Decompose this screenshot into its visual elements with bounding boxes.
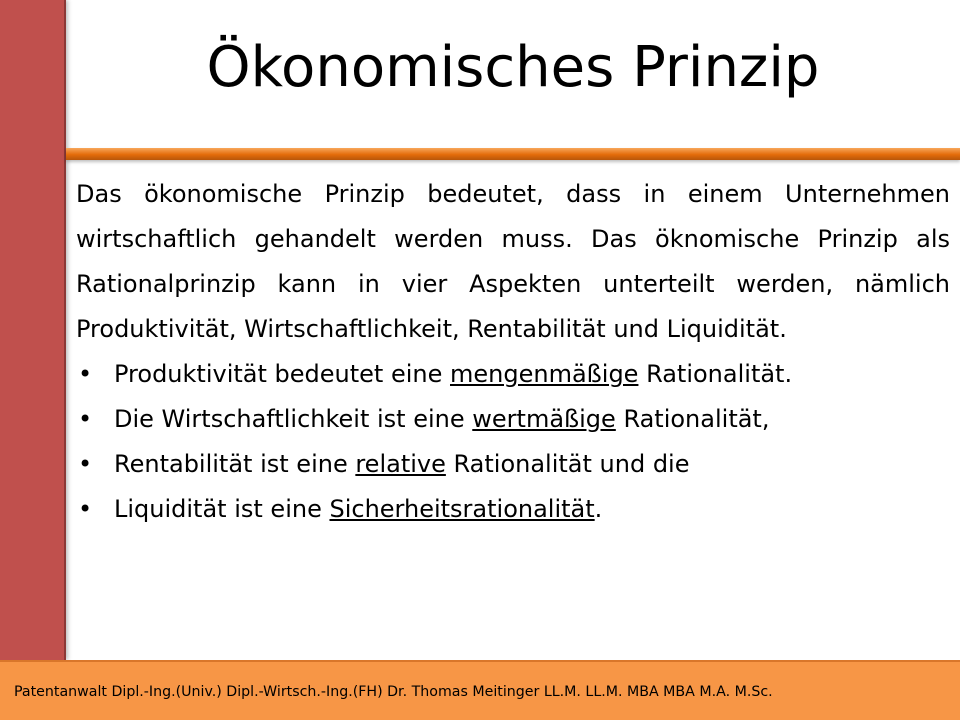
bullet-icon: • — [78, 450, 93, 478]
bullet-text-end: Rationalität, — [615, 405, 770, 433]
bullet-list — [76, 352, 950, 532]
bullet-text: Die Wirtschaftlichkeit ist eine — [114, 405, 473, 433]
bullet-text-end: Rationalität. — [638, 360, 793, 388]
intro-paragraph: Das ökonomische Prinzip bedeutet, dass in einem Unternehmen wirtschaftlich gehandelt werden muss. Das öknomische Prinzip als Rationalprinzip kann in vier Aspekten unterteilt werden, nämlich Produktivität, Wirtschaftlichkeit, Rentabilität und Liquidität. — [76, 180, 950, 343]
left-accent-bar — [0, 0, 66, 660]
bullet-text-end: . — [594, 495, 603, 523]
title-divider — [66, 148, 960, 160]
bullet-underlined-term: Sicherheitsrationalität — [329, 495, 595, 523]
bullet-icon: • — [78, 495, 93, 523]
bullet-text: Rentabilität ist eine — [114, 450, 356, 478]
bullet-text: Produktivität bedeutet eine — [114, 360, 450, 388]
slide-body — [76, 172, 950, 532]
bullet-text-end: Rationalität und die — [445, 450, 690, 478]
bullet-icon: • — [78, 360, 93, 388]
footer-bar — [0, 660, 960, 720]
bullet-underlined-term: relative — [355, 450, 446, 478]
bullet-underlined-term: mengenmäßige — [450, 360, 639, 388]
bullet-item-wirtschaftlichkeit — [76, 397, 950, 442]
bullet-text: Liquidität ist eine — [114, 495, 330, 523]
bullet-item-rentabilitaet — [76, 442, 950, 487]
slide-title: Ökonomisches Prinzip — [206, 35, 820, 100]
bullet-item-produktivitaet — [76, 352, 950, 397]
footer-author-credit: Patentanwalt Dipl.-Ing.(Univ.) Dipl.-Wirtsch.-Ing.(FH) Dr. Thomas Meitinger LL.M. LL.M. MBA MBA M.A. M.Sc. — [14, 684, 773, 700]
bullet-underlined-term: wertmäßige — [472, 405, 616, 433]
bullet-icon: • — [78, 405, 93, 433]
bullet-item-liquiditaet — [76, 487, 950, 532]
